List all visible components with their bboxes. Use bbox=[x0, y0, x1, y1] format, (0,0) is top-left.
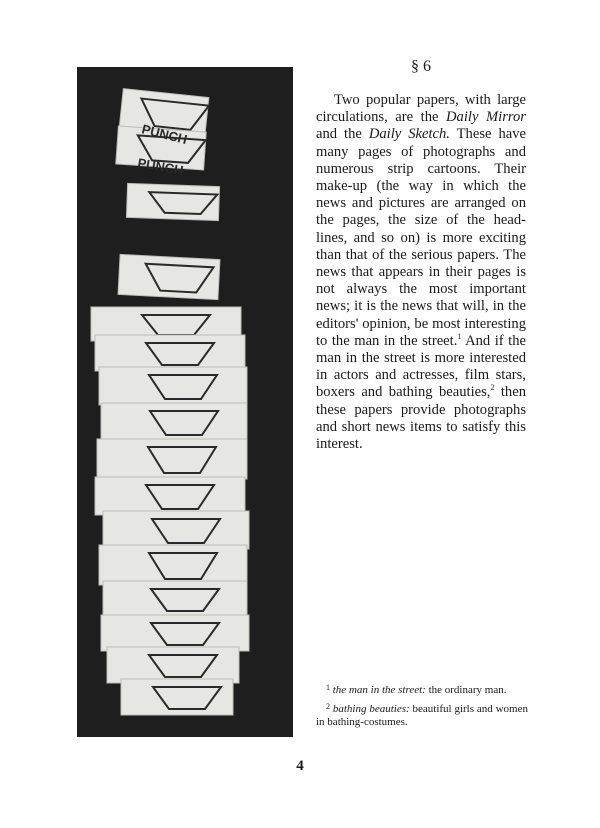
title-daily-mirror: Daily Mirror bbox=[446, 109, 526, 126]
body-text-part: then these papers provide photographs and short news items to satisfy this interest. bbox=[316, 384, 526, 453]
magazine-cover-page bbox=[126, 183, 219, 220]
footnote-mark: 1 bbox=[326, 683, 330, 692]
footnote-definition: beautiful girls and women in bathing-costumes. bbox=[316, 703, 529, 728]
footnote-term: bathing beauties: bbox=[332, 703, 410, 715]
magazine-cover bbox=[97, 439, 247, 479]
footnote-mark: 2 bbox=[326, 702, 330, 711]
footnotes bbox=[316, 684, 528, 735]
magazine-cover bbox=[103, 511, 249, 549]
magazine-stack-illustration bbox=[77, 67, 293, 737]
body-text-part: And if the man in the street is more interested in actors and actresses, film stars, boxers and bathing beauties, bbox=[316, 332, 526, 401]
magazine-cover bbox=[99, 545, 247, 585]
magazine-cover bbox=[126, 183, 219, 220]
footnote-1 bbox=[316, 684, 528, 697]
magazine-cover bbox=[95, 477, 245, 515]
body-paragraph bbox=[316, 92, 526, 453]
magazine-cover bbox=[101, 615, 249, 651]
body-text-part: Two popular papers, with large circulations, are the bbox=[316, 92, 526, 126]
page-number: 4 bbox=[296, 758, 304, 774]
body-text-part: These have many pages of photographs and numerous strip cartoons. Their make-up (the way in which the news and pictures are arranged on the pages, the size of the head-lines, and so on) is more exciting than that of the serious papers. The news that appears in their pages is not always the most important news; it is the news that will, in the editors' opinion, be most interesting to the man in the street. bbox=[316, 126, 526, 349]
magazine-cover bbox=[103, 581, 247, 617]
photo-stack-of-magazines bbox=[77, 67, 293, 737]
section-heading: § 6 bbox=[411, 58, 431, 75]
magazine-cover bbox=[107, 647, 239, 683]
body-text-part: and the bbox=[316, 126, 369, 143]
masthead-label-second: PUNCH bbox=[136, 155, 185, 178]
footnote-term: the man in the street: bbox=[332, 684, 426, 696]
magazine-cover bbox=[118, 254, 220, 299]
magazine-cover bbox=[99, 367, 247, 405]
magazine-cover bbox=[101, 403, 247, 441]
masthead-label-top: PUNCH bbox=[140, 121, 189, 148]
title-daily-sketch: Daily Sketch. bbox=[368, 126, 450, 143]
magazine-cover bbox=[121, 679, 233, 715]
footnote-ref-1: 1 bbox=[457, 331, 462, 341]
footnote-definition: the ordinary man. bbox=[425, 684, 507, 696]
magazine-cover-page bbox=[118, 254, 220, 299]
footnote-2 bbox=[316, 703, 528, 729]
magazine-cover bbox=[95, 335, 245, 371]
footnote-ref-2: 2 bbox=[490, 383, 495, 393]
